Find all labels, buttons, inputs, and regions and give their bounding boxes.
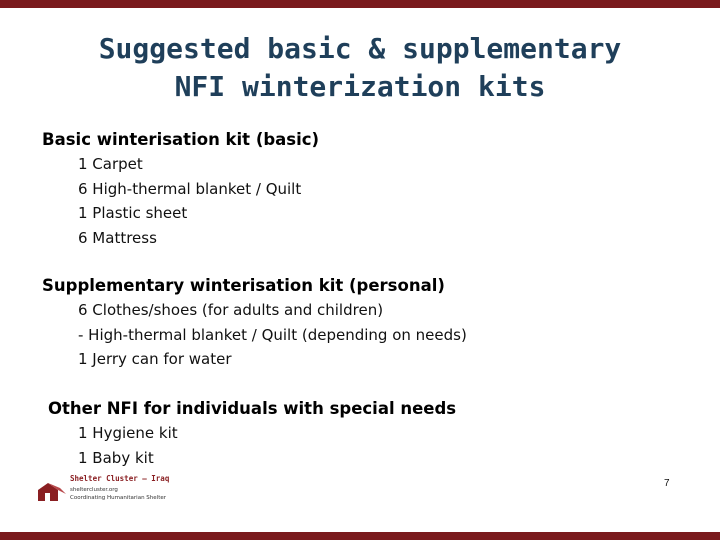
list-item: 1 Jerry can for water: [78, 350, 232, 368]
special-needs-list: [78, 421, 178, 470]
footer-tagline: Coordinating Humanitarian Shelter: [70, 495, 166, 501]
title-line-2: NFI winterization kits: [174, 70, 546, 103]
footer-org-name: Shelter Cluster – Iraq: [70, 474, 170, 483]
footer-url: sheltercluster.org: [70, 487, 118, 493]
page-number: 7: [664, 478, 670, 489]
basic-kit-list: [78, 152, 301, 250]
house-logo-icon: [36, 480, 68, 502]
bottom-accent-bar: [0, 532, 720, 540]
list-item: 6 Mattress: [78, 228, 157, 247]
list-item: 1 Hygiene kit: [78, 424, 178, 442]
title-line-1: Suggested basic & supplementary: [98, 32, 622, 65]
section-heading-basic-kit: Basic winterisation kit (basic): [42, 130, 320, 149]
list-item: 1 Plastic sheet: [78, 204, 188, 222]
top-accent-bar: [0, 0, 720, 8]
list-item: 1 Baby kit: [78, 448, 154, 467]
list-item: 6 Clothes/shoes (for adults and children): [78, 301, 384, 319]
section-heading-special-needs: Other NFI for individuals with special needs: [48, 399, 457, 418]
list-item: 6 High-thermal blanket / Quilt: [78, 179, 302, 198]
list-item: 1 Carpet: [78, 155, 143, 173]
list-item: - High-thermal blanket / Quilt (depending on needs): [78, 325, 467, 344]
footer-branding: [36, 474, 236, 524]
section-heading-supplementary-kit: Supplementary winterisation kit (personal): [42, 276, 445, 295]
slide-title: [40, 30, 680, 106]
supplementary-kit-list: [78, 298, 467, 372]
